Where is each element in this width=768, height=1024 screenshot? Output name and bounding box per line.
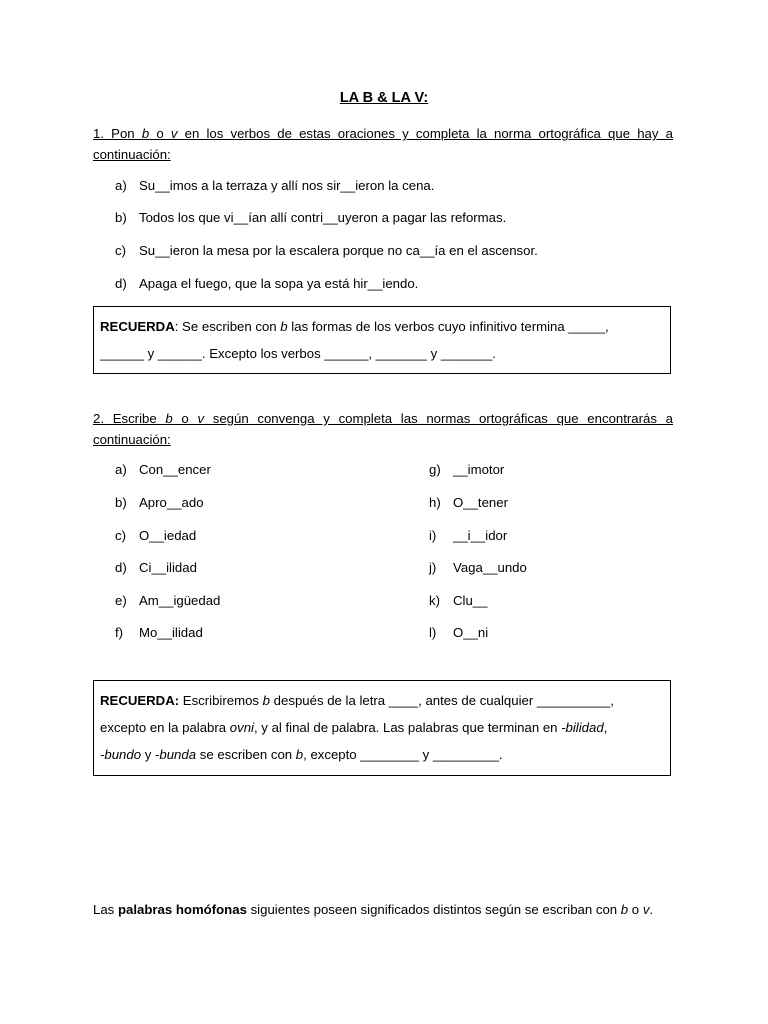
exercise-2-item: d) Ci__ilidad <box>115 560 197 575</box>
page-title: LA B & LA V: <box>339 90 429 106</box>
exercise-2-item: g) __imotor <box>429 462 505 477</box>
exercise-2-item: l) O__ni <box>429 625 489 640</box>
exercise-2-item: i) __i__idor <box>429 528 508 543</box>
exercise-2-item: h) O__tener <box>429 495 508 510</box>
recuerda-box-2: RECUERDA: Escribiremos b después de la letra ____, antes de cualquier __________, excepto en la palabra ovni, y al final de palabra. Las palabras que terminan en -bilidad, -bundo y -bunda se escriben con b, excepto ________ y _________. <box>93 680 671 776</box>
exercise-1-item: d) Apaga el fuego, que la sopa ya está hir__iendo. <box>115 276 419 291</box>
exercise-1-item: b) Todos los que vi__ían allí contri__uyeron a pagar las reformas. <box>115 210 507 225</box>
exercise-2-item: e) Am__igüedad <box>115 593 221 608</box>
exercise-2-item: j) Vaga__undo <box>429 560 527 575</box>
exercise-2-item: b) Apro__ado <box>115 495 204 510</box>
homophones-intro: Las palabras homófonas siguientes poseen significados distintos según se escriban con b o v. <box>93 902 654 917</box>
exercise-2-heading: 2. Escribe b o v según convenga y completa las normas ortográficas que encontrarás a continuación: <box>93 411 673 447</box>
exercise-2-item: c) O__iedad <box>115 528 197 543</box>
recuerda-box-1: RECUERDA: Se escriben con b las formas de los verbos cuyo infinitivo termina _____, ______ y ______. Excepto los verbos ______, _______ y _______. <box>93 306 671 374</box>
exercise-2-item: a) Con__encer <box>115 462 211 477</box>
exercise-1-heading: 1. Pon b o v en los verbos de estas oraciones y completa la norma ortográfica que hay a continuación: <box>93 126 673 162</box>
exercise-1-item: c) Su__ieron la mesa por la escalera porque no ca__ía en el ascensor. <box>115 243 538 258</box>
exercise-2-item: f) Mo__ilidad <box>115 625 203 640</box>
exercise-2-item: k) Clu__ <box>429 593 488 608</box>
exercise-1-item: a) Su__imos a la terraza y allí nos sir__ieron la cena. <box>115 178 435 193</box>
